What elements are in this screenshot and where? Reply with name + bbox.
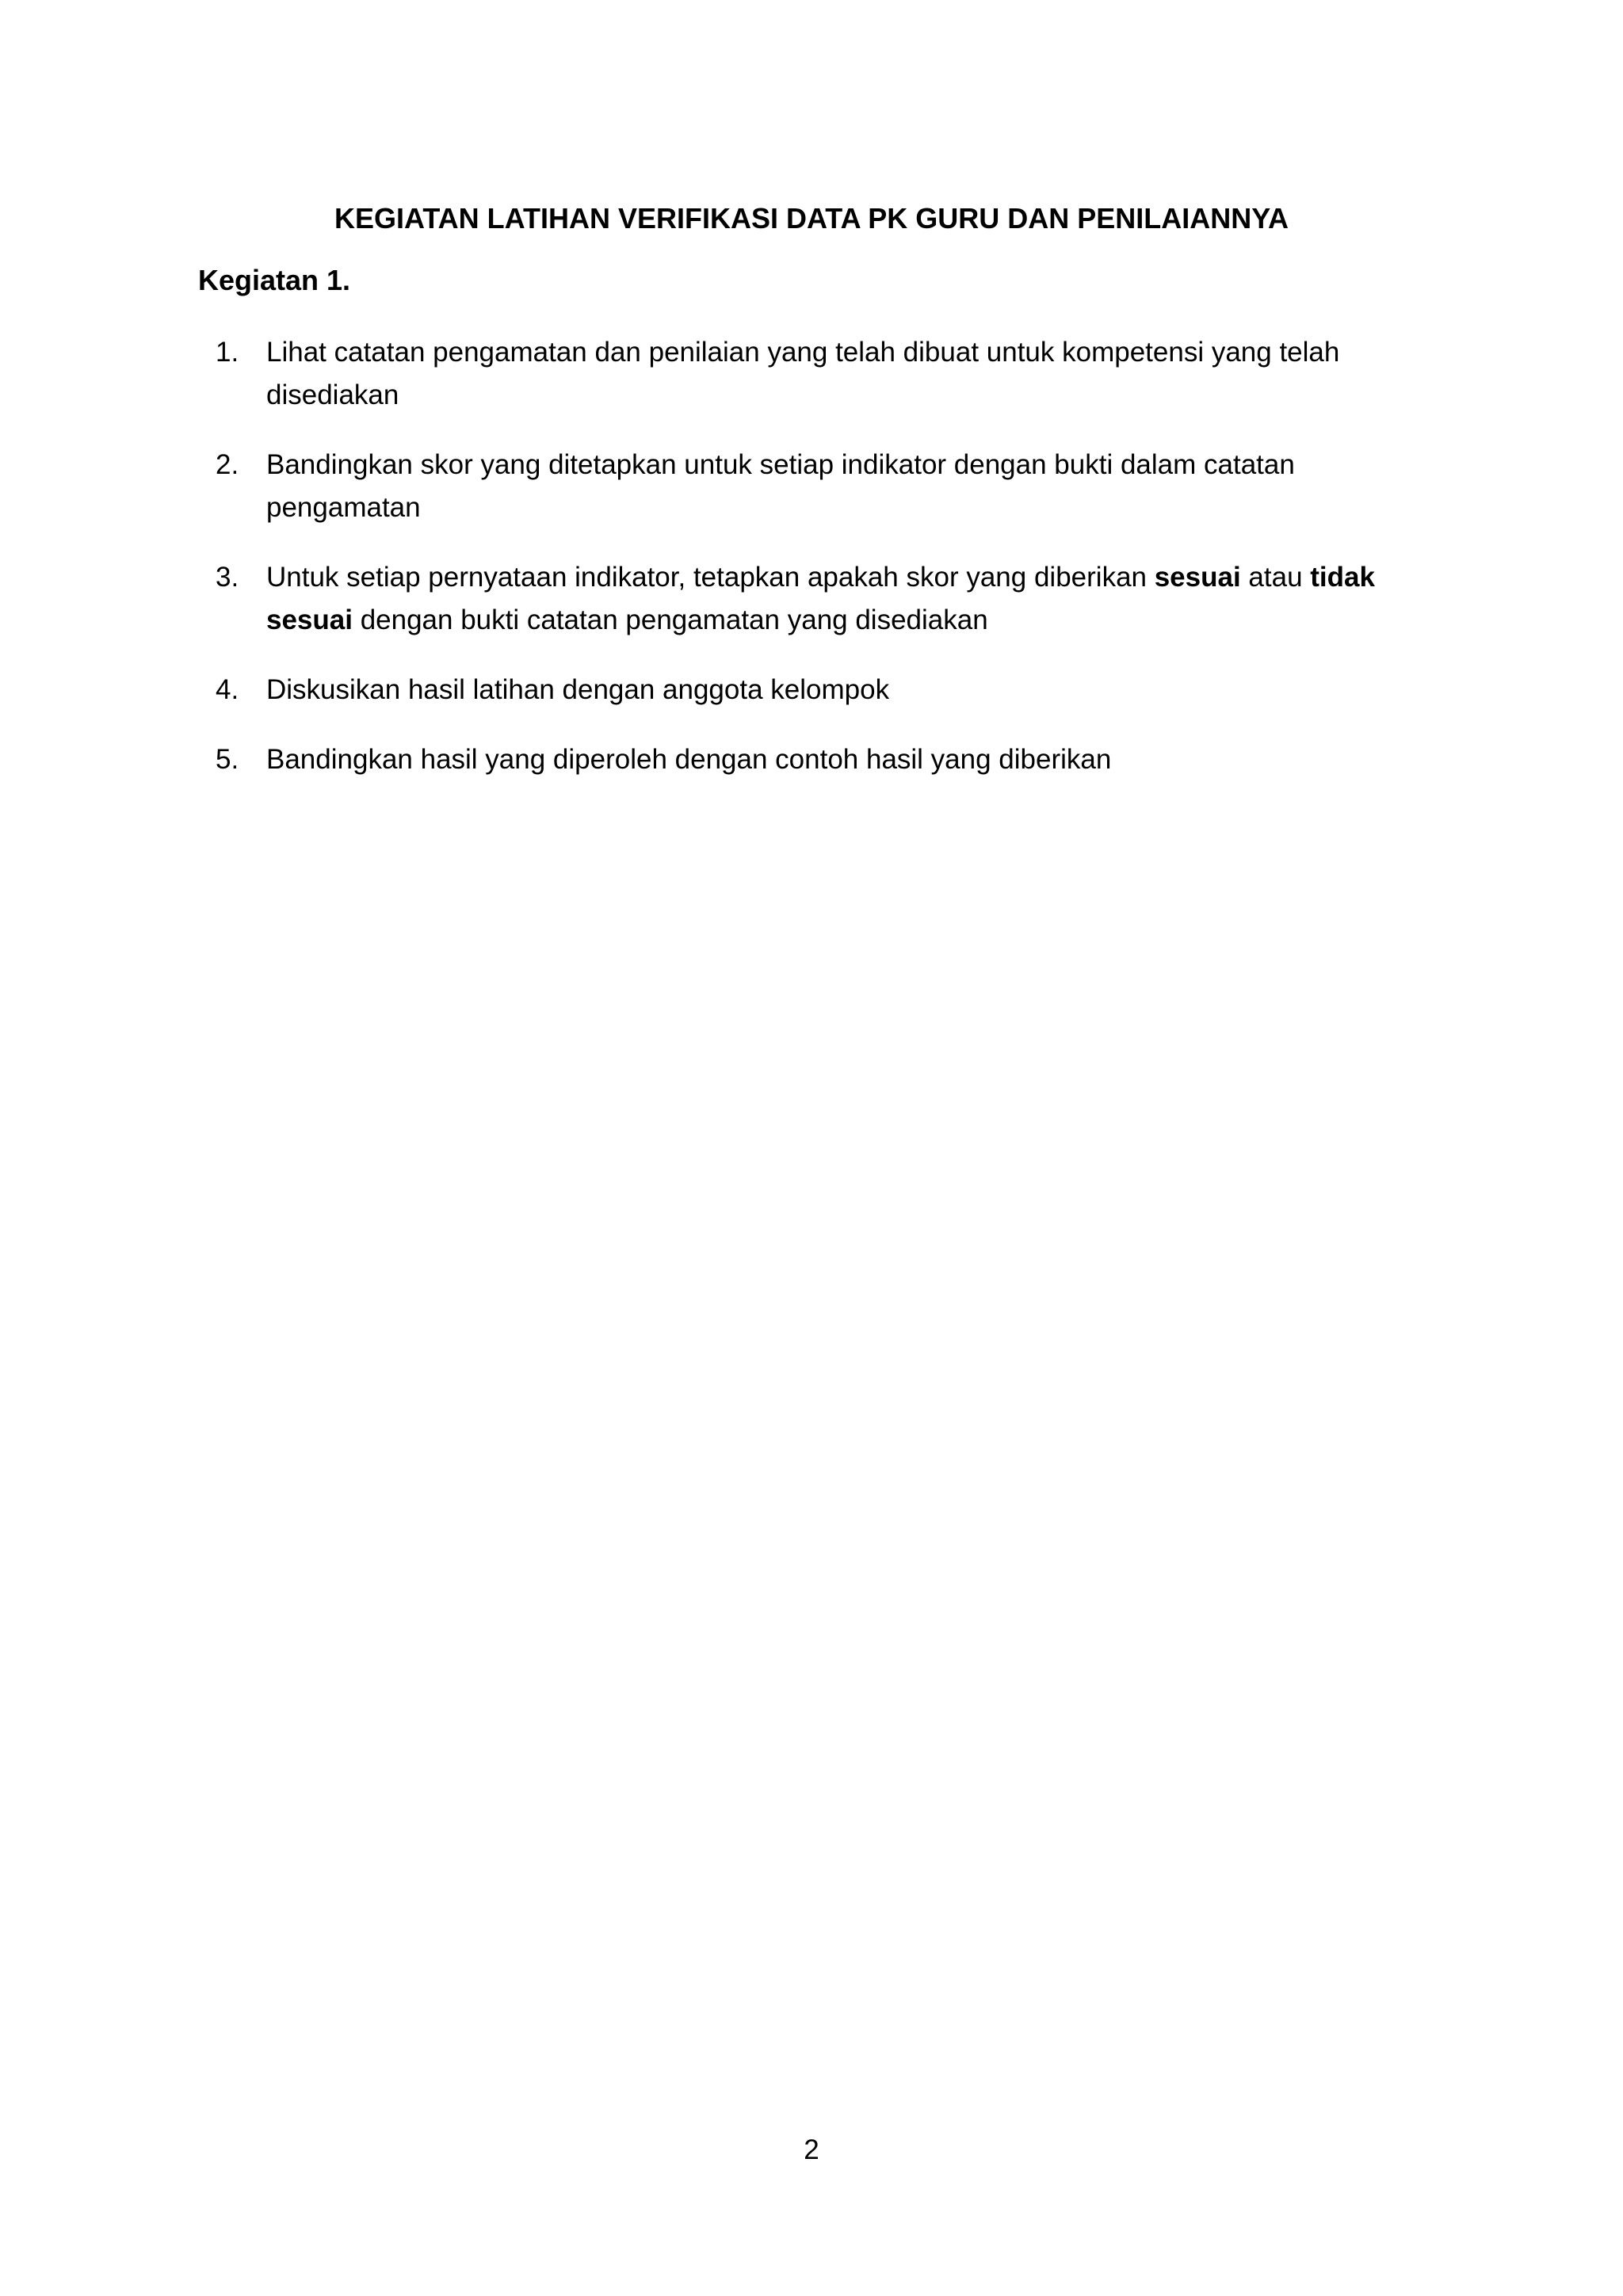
document-title: KEGIATAN LATIHAN VERIFIKASI DATA PK GURU DAN PENILAIANNYA [334,202,1289,235]
step-item [198,444,1403,529]
step-number: 4. [216,674,239,705]
step-text: Bandingkan skor yang ditetapkan untuk setiap indikator dengan bukti dalam catatan pengamatan [266,449,1295,523]
step-text-segment: dengan bukti catatan pengamatan yang disediakan [352,605,988,635]
step-text: Bandingkan hasil yang diperoleh dengan contoh hasil yang diberikan [266,744,1112,775]
step-number: 2. [216,449,239,480]
step-item [198,556,1403,642]
step-text [266,562,1375,635]
step-text: Diskusikan hasil latihan dengan anggota kelompok [266,674,890,705]
step-text: Lihat catatan pengamatan dan penilaian yang telah dibuat untuk kompetensi yang telah disediakan [266,337,1340,410]
step-item [198,331,1403,417]
step-number: 5. [216,744,239,775]
step-text-segment: atau [1240,562,1311,593]
section-heading: Kegiatan 1. [198,264,351,296]
page-number: 2 [804,2134,819,2165]
bold-term-sesuai: sesuai [1154,562,1241,593]
step-number: 1. [216,337,239,368]
step-item [198,669,1403,711]
step-item [198,738,1403,781]
steps-list [198,331,1403,808]
step-text-segment: Untuk setiap pernyataan indikator, tetapkan apakah skor yang diberikan [266,562,1155,593]
bold-term-tidak-sesuai: tidak sesuai [266,562,1375,635]
step-number: 3. [216,562,239,593]
